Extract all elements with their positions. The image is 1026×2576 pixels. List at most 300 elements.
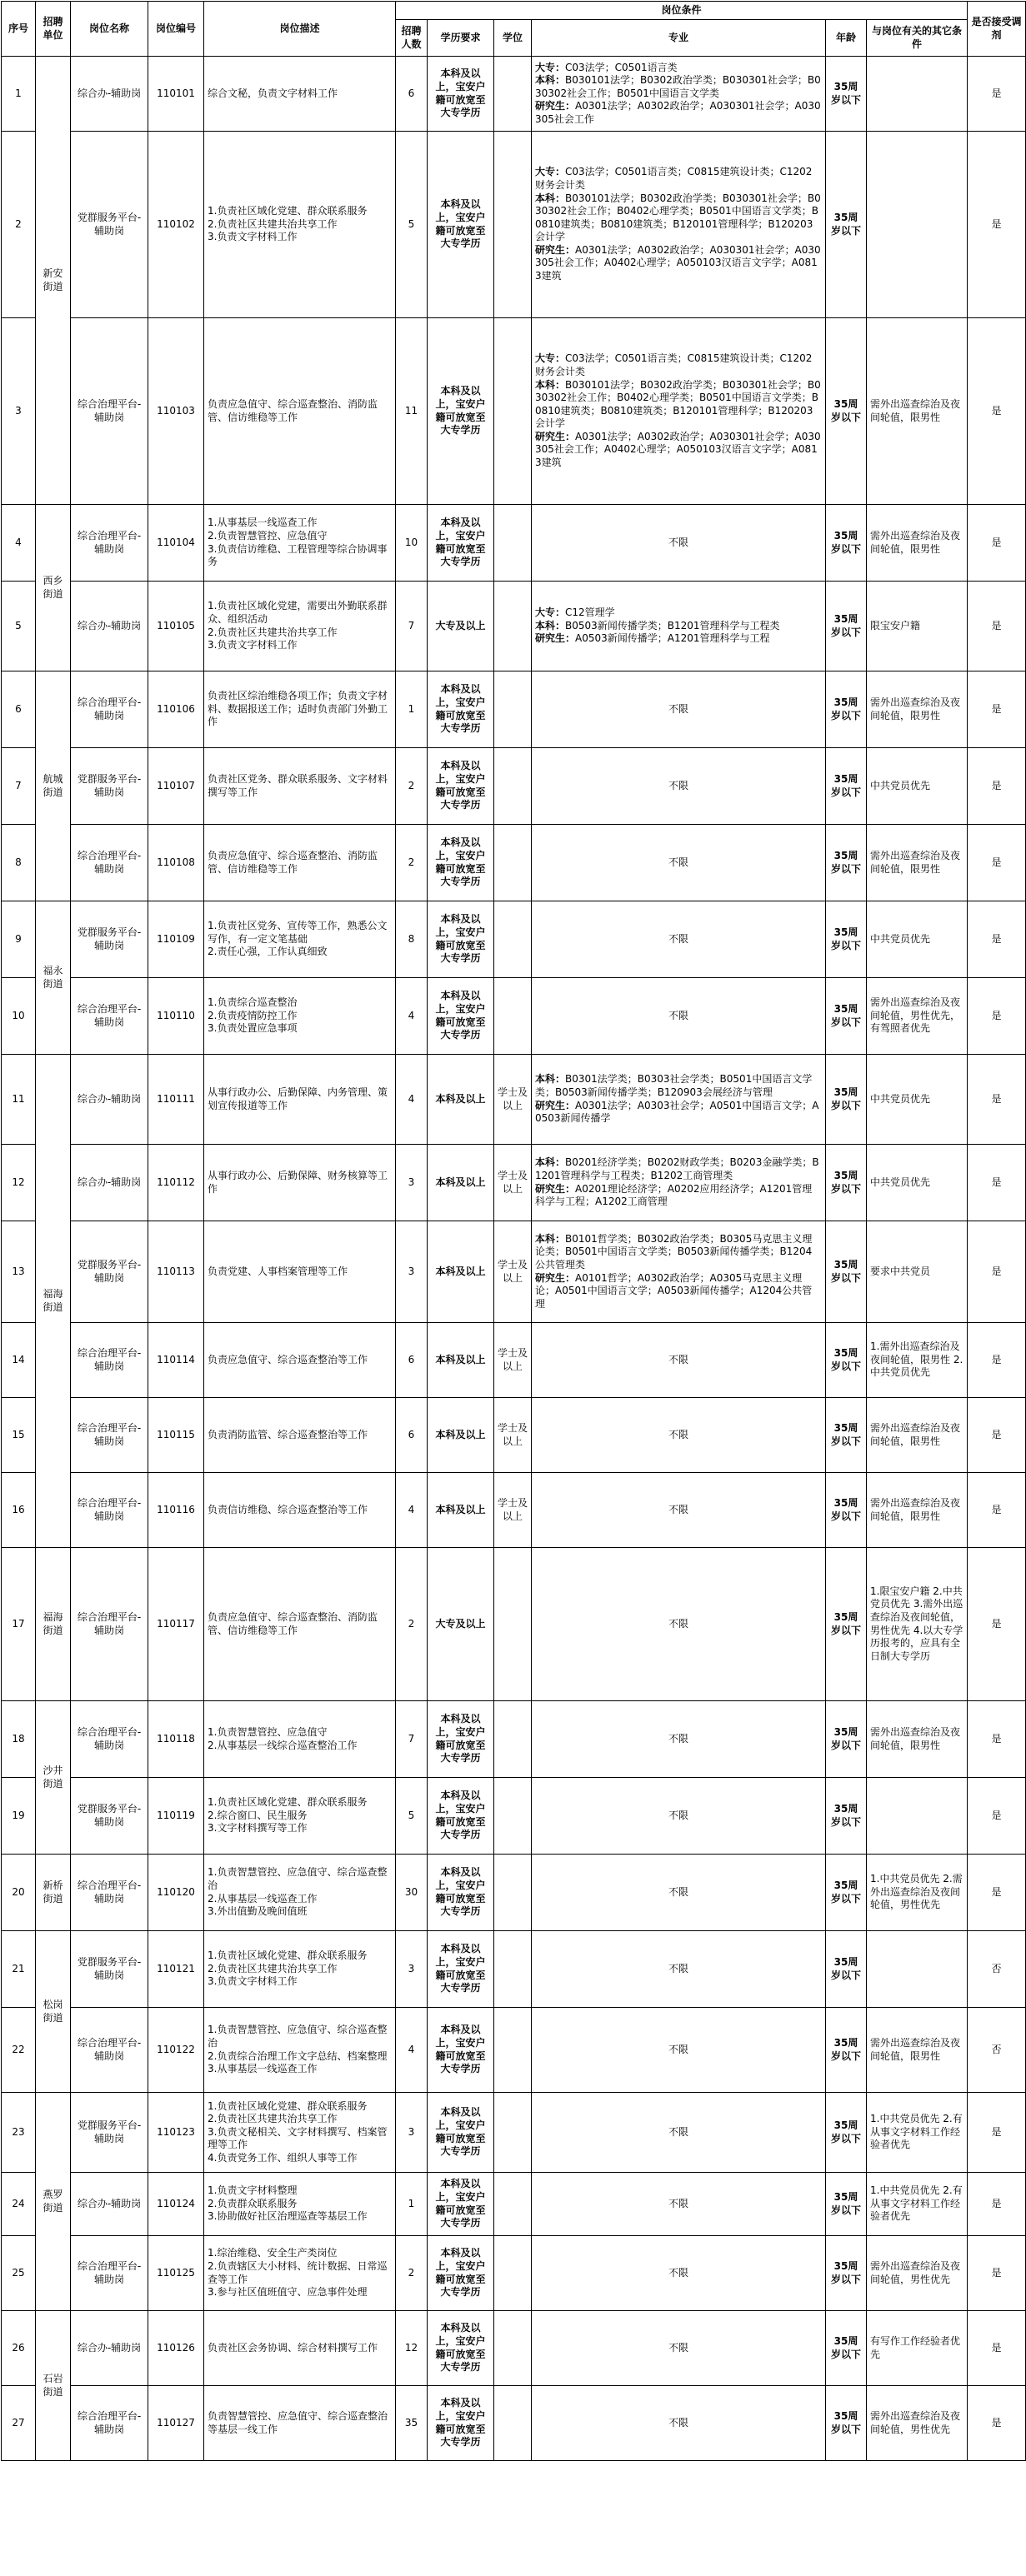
row-post-code: 110126: [148, 2311, 204, 2386]
row-post-name: 综合治理平台-辅助岗: [71, 2236, 148, 2311]
row-major: [532, 2093, 826, 2173]
row-post-name: 综合治理平台-辅助岗: [71, 505, 148, 582]
row-seq: 21: [2, 1931, 36, 2008]
row-major: [532, 582, 826, 671]
desc-line: 3.负责文字材料工作: [208, 639, 298, 651]
row-seq: 4: [2, 505, 36, 582]
desc-line: 1.负责社区域化党建、群众联系服务: [208, 1949, 368, 1962]
row-degree: [494, 1931, 532, 2008]
row-transfer: 是: [968, 1398, 1026, 1473]
row-major: [532, 2311, 826, 2386]
desc-line: 1.综治维稳、安全生产类岗位: [208, 2247, 338, 2259]
major-list: B0301法学类；B0303社会学类；B0501中国语言文学类；B0503新闻传播学类；B120903会展经济与管理: [535, 1073, 813, 1098]
row-count: 35: [396, 2386, 428, 2461]
row-other: 需外出巡查综治及夜间轮值，限男性: [867, 1701, 968, 1778]
major-level: 研究生：: [535, 632, 576, 645]
row-other: 需外出巡查综治及夜间轮值，限男性: [867, 318, 968, 505]
row-other: 1.中共党员优先 2.有从事文字材料工作经验者优先: [867, 2173, 968, 2236]
row-seq: 7: [2, 748, 36, 825]
desc-line: 1.负责文字材料整理: [208, 2184, 298, 2197]
major-list: 不限: [668, 2043, 688, 2055]
row-post-name: 党群服务平台-辅助岗: [71, 901, 148, 978]
major-list: 不限: [668, 536, 688, 548]
row-post-desc: [204, 1221, 396, 1323]
row-seq: 15: [2, 1398, 36, 1473]
row-major: [532, 505, 826, 582]
major-level: 大专：: [535, 607, 566, 619]
row-transfer: 是: [968, 1855, 1026, 1931]
desc-line: 负责社区会务协调、综合材料撰写工作: [208, 2341, 378, 2354]
row-count: 1: [396, 671, 428, 748]
desc-line: 综合文秘，负责文字材料工作: [208, 87, 338, 99]
row-degree: [494, 2008, 532, 2093]
major-list: 不限: [668, 702, 688, 715]
desc-line: 3.协助做好社区治理巡查等基层工作: [208, 2210, 368, 2223]
row-age: 35周岁以下: [826, 978, 867, 1055]
row-post-name: 综合办-辅助岗: [71, 1145, 148, 1221]
row-major: [532, 671, 826, 748]
row-age: 35周岁以下: [826, 1931, 867, 2008]
row-post-desc: [204, 2093, 396, 2173]
desc-line: 3.负责处置应急事项: [208, 1022, 298, 1035]
table-row: [2, 57, 1026, 132]
table-row: [2, 748, 1026, 825]
major-line: [535, 2342, 822, 2355]
header-post-name: 岗位名称: [71, 2, 148, 57]
row-unit: 航城街道: [36, 671, 71, 901]
desc-line: 1.负责社区域化党建、群众联系服务: [208, 2099, 368, 2112]
row-degree: [494, 1548, 532, 1701]
row-post-desc: [204, 1323, 396, 1398]
major-line: [535, 100, 822, 126]
row-post-desc: [204, 57, 396, 132]
major-list: A0301法学；A0302政治学；A030301社会学；A030305社会工作: [535, 100, 821, 125]
desc-line: 2.从事基层一线巡查工作: [208, 1892, 318, 1905]
major-line: [535, 632, 822, 646]
major-list: 不限: [668, 1809, 688, 1821]
row-seq: 17: [2, 1548, 36, 1701]
table-row: [2, 2311, 1026, 2386]
row-transfer: 是: [968, 2093, 1026, 2173]
table-row: [2, 132, 1026, 318]
desc-line: 3.负责信访维稳、工程管理等综合协调事务: [208, 542, 388, 568]
row-transfer: 是: [968, 505, 1026, 582]
row-post-desc: [204, 1778, 396, 1855]
table-row: [2, 1931, 1026, 2008]
row-other: 中共党员优先: [867, 1055, 968, 1145]
table-row: [2, 2008, 1026, 2093]
row-degree: [494, 2386, 532, 2461]
row-post-desc: [204, 2311, 396, 2386]
row-other: [867, 1778, 968, 1855]
desc-line: 负责信访维稳、综合巡查整治等工作: [208, 1503, 368, 1515]
row-count: 6: [396, 1398, 428, 1473]
major-line: [535, 1618, 822, 1631]
row-seq: 1: [2, 57, 36, 132]
row-count: 3: [396, 2093, 428, 2173]
desc-line: 2.负责社区共建共治共享工作: [208, 217, 338, 230]
row-post-name: 综合办-辅助岗: [71, 582, 148, 671]
row-age: 35周岁以下: [826, 1778, 867, 1855]
major-line: [535, 1073, 822, 1099]
row-post-code: 110110: [148, 978, 204, 1055]
row-seq: 10: [2, 978, 36, 1055]
major-list: B0101哲学类；B0302政治学类；B0305马克思主义理论类；B0501中国语言文学类；B0503新闻传播学类；B1204公共管理类: [535, 1232, 813, 1271]
major-list: B0503新闻传播学类；B1201管理科学与工程类: [565, 619, 780, 632]
row-transfer: 是: [968, 2386, 1026, 2461]
row-major: [532, 1055, 826, 1145]
row-other: 需外出巡查综治及夜间轮值，男性优先: [867, 2236, 968, 2311]
row-post-desc: [204, 671, 396, 748]
major-list: 不限: [668, 1885, 688, 1898]
row-unit: 福海街道: [36, 1548, 71, 1701]
row-age: 35周岁以下: [826, 1473, 867, 1548]
header-conditions: 岗位条件: [396, 2, 968, 20]
row-post-name: 党群服务平台-辅助岗: [71, 132, 148, 318]
major-line: [535, 2126, 822, 2139]
row-post-desc: [204, 978, 396, 1055]
recruitment-table: [1, 1, 1026, 2461]
row-post-name: 党群服务平台-辅助岗: [71, 748, 148, 825]
row-degree: [494, 2311, 532, 2386]
row-transfer: 是: [968, 582, 1026, 671]
row-post-code: 110104: [148, 505, 204, 582]
row-post-name: 综合治理平台-辅助岗: [71, 318, 148, 505]
row-post-desc: [204, 2008, 396, 2093]
major-level: 研究生：: [535, 1099, 576, 1111]
major-list: A0503新闻传播学；A1201管理科学与工程: [575, 632, 770, 645]
row-count: 3: [396, 1145, 428, 1221]
header-degree: 学位: [494, 20, 532, 57]
major-level: 本科：: [535, 378, 566, 391]
row-seq: 22: [2, 2008, 36, 2093]
row-other: 需外出巡查综治及夜间轮值，限男性: [867, 1398, 968, 1473]
row-unit: 福永街道: [36, 901, 71, 1055]
desc-line: 2.负责综合治理工作文字总结、档案整理: [208, 2049, 388, 2062]
row-post-code: 110107: [148, 748, 204, 825]
row-education: 本科及以上: [428, 1473, 494, 1548]
major-line: [535, 62, 822, 75]
table-row: [2, 671, 1026, 748]
desc-line: 从事行政办公、后勤保障、内务管理、策划宣传报道等工作: [208, 1086, 388, 1111]
row-other: [867, 57, 968, 132]
row-post-desc: [204, 582, 396, 671]
major-list: 不限: [668, 1617, 688, 1630]
desc-line: 1.负责综合巡查整治: [208, 996, 298, 1009]
desc-line: 4.负责党务工作、组织人事等工作: [208, 2151, 358, 2164]
major-list: A0301法学；A0303社会学；A0501中国语言文学；A0503新闻传播学: [535, 1099, 819, 1125]
row-major: [532, 1548, 826, 1701]
major-line: [535, 166, 822, 192]
major-line: [535, 1733, 822, 1746]
row-degree: 学士及以上: [494, 1473, 532, 1548]
row-count: 5: [396, 132, 428, 318]
row-post-name: 综合治理平台-辅助岗: [71, 825, 148, 901]
row-degree: 学士及以上: [494, 1221, 532, 1323]
major-line: [535, 1354, 822, 1367]
row-transfer: 是: [968, 1548, 1026, 1701]
row-post-name: 综合办-辅助岗: [71, 2173, 148, 2236]
row-transfer: 是: [968, 2236, 1026, 2311]
header-seq: 序号: [2, 2, 36, 57]
row-unit: 福海街道: [36, 1055, 71, 1548]
row-seq: 25: [2, 2236, 36, 2311]
row-education: 本科及以上，宝安户籍可放宽至大专学历: [428, 825, 494, 901]
row-major: [532, 1398, 826, 1473]
row-major: [532, 1145, 826, 1221]
major-line: [535, 1810, 822, 1823]
row-post-name: 党群服务平台-辅助岗: [71, 1931, 148, 2008]
table-body: [2, 57, 1026, 2461]
major-line: [535, 2044, 822, 2057]
row-degree: 学士及以上: [494, 1398, 532, 1473]
major-list: 不限: [668, 2341, 688, 2354]
desc-line: 2.负责群众联系服务: [208, 2197, 298, 2209]
major-list: 不限: [668, 856, 688, 868]
major-list: 不限: [668, 2125, 688, 2138]
row-post-name: 党群服务平台-辅助岗: [71, 2093, 148, 2173]
row-major: [532, 748, 826, 825]
row-post-name: 综合治理平台-辅助岗: [71, 1398, 148, 1473]
row-other: 需外出巡查综治及夜间轮值，限男性: [867, 505, 968, 582]
row-post-name: 综合治理平台-辅助岗: [71, 978, 148, 1055]
row-seq: 19: [2, 1778, 36, 1855]
table-row: [2, 1145, 1026, 1221]
row-post-code: 110117: [148, 1548, 204, 1701]
row-degree: [494, 978, 532, 1055]
row-major: [532, 1221, 826, 1323]
row-unit: 新安街道: [36, 57, 71, 505]
major-list: A0101哲学；A0302政治学；A0305马克思主义理论；A0501中国语言文学；A0503新闻传播学；A1204公共管理: [535, 1271, 813, 1310]
row-age: 35周岁以下: [826, 825, 867, 901]
row-degree: [494, 505, 532, 582]
major-line: [535, 780, 822, 793]
row-education: 本科及以上: [428, 1221, 494, 1323]
row-education: 本科及以上: [428, 1398, 494, 1473]
row-post-desc: [204, 318, 396, 505]
row-post-code: 110105: [148, 582, 204, 671]
row-other: 需外出巡查综治及夜间轮值，限男性: [867, 825, 968, 901]
major-line: [535, 1183, 822, 1209]
major-list: C03法学；C0501语言类: [565, 61, 678, 73]
row-other: 限宝安户籍: [867, 582, 968, 671]
row-education: 本科及以上，宝安户籍可放宽至大专学历: [428, 57, 494, 132]
major-list: A0301法学；A0302政治学；A030301社会学；A030305社会工作；A0402心理学；A050103汉语言文字学；A0813建筑: [535, 430, 821, 469]
row-count: 12: [396, 2311, 428, 2386]
major-list: 不限: [668, 2266, 688, 2279]
row-education: 本科及以上，宝安户籍可放宽至大专学历: [428, 2236, 494, 2311]
desc-line: 1.负责社区域化党建、群众联系服务: [208, 1796, 368, 1809]
row-age: 35周岁以下: [826, 318, 867, 505]
major-line: [535, 620, 822, 633]
major-line: [535, 537, 822, 550]
row-education: 本科及以上，宝安户籍可放宽至大专学历: [428, 132, 494, 318]
row-count: 10: [396, 505, 428, 582]
row-count: 7: [396, 1701, 428, 1778]
row-transfer: 是: [968, 57, 1026, 132]
row-age: 35周岁以下: [826, 1055, 867, 1145]
row-major: [532, 1778, 826, 1855]
row-education: 本科及以上: [428, 1145, 494, 1221]
major-line: [535, 1233, 822, 1272]
row-seq: 13: [2, 1221, 36, 1323]
row-post-code: 110127: [148, 2386, 204, 2461]
row-post-name: 综合治理平台-辅助岗: [71, 1548, 148, 1701]
row-post-code: 110118: [148, 1701, 204, 1778]
major-line: [535, 352, 822, 378]
row-post-desc: [204, 1473, 396, 1548]
row-transfer: 是: [968, 1145, 1026, 1221]
desc-line: 2.负责智慧管控、应急值守: [208, 529, 328, 542]
row-transfer: 是: [968, 1473, 1026, 1548]
row-post-desc: [204, 2386, 396, 2461]
desc-line: 从事行政办公、后勤保障、财务核算等工作: [208, 1169, 388, 1195]
row-other: 1.需外出巡查综治及夜间轮值，限男性 2.中共党员优先: [867, 1323, 968, 1398]
major-line: [535, 192, 822, 244]
major-level: 本科：: [535, 1232, 566, 1245]
desc-line: 2.负责辖区大小材料、统计数据、日常巡查等工作: [208, 2259, 388, 2285]
row-age: 35周岁以下: [826, 901, 867, 978]
row-post-name: 综合治理平台-辅助岗: [71, 2008, 148, 2093]
row-age: 35周岁以下: [826, 505, 867, 582]
row-seq: 27: [2, 2386, 36, 2461]
row-count: 4: [396, 1473, 428, 1548]
row-post-desc: [204, 2173, 396, 2236]
row-post-code: 110121: [148, 1931, 204, 2008]
row-other: [867, 132, 968, 318]
row-transfer: 是: [968, 748, 1026, 825]
row-seq: 24: [2, 2173, 36, 2236]
row-post-desc: [204, 505, 396, 582]
row-seq: 23: [2, 2093, 36, 2173]
table-header: [2, 2, 1026, 57]
table-row: [2, 2236, 1026, 2311]
row-unit: 松岗街道: [36, 1931, 71, 2093]
row-post-name: 综合办-辅助岗: [71, 57, 148, 132]
major-level: 研究生：: [535, 100, 576, 112]
row-other: [867, 1931, 968, 2008]
row-transfer: 是: [968, 132, 1026, 318]
row-major: [532, 1323, 826, 1398]
desc-line: 负责消防监管、综合巡查整治等工作: [208, 1428, 368, 1440]
row-post-code: 110120: [148, 1855, 204, 1931]
row-post-desc: [204, 1055, 396, 1145]
row-age: 35周岁以下: [826, 2173, 867, 2236]
row-count: 4: [396, 1055, 428, 1145]
row-count: 7: [396, 582, 428, 671]
row-age: 35周岁以下: [826, 2008, 867, 2093]
row-education: 本科及以上，宝安户籍可放宽至大专学历: [428, 2311, 494, 2386]
row-other: 中共党员优先: [867, 901, 968, 978]
row-post-name: 综合治理平台-辅助岗: [71, 1855, 148, 1931]
row-post-code: 110111: [148, 1055, 204, 1145]
row-unit: 西乡街道: [36, 505, 71, 671]
row-seq: 12: [2, 1145, 36, 1221]
row-major: [532, 901, 826, 978]
row-count: 2: [396, 2236, 428, 2311]
major-level: 本科：: [535, 74, 566, 87]
row-degree: [494, 1701, 532, 1778]
major-list: 不限: [668, 932, 688, 945]
row-post-code: 110122: [148, 2008, 204, 2093]
row-other: 1.中共党员优先 2.有从事文字材料工作经验者优先: [867, 2093, 968, 2173]
header-major: 专业: [532, 20, 826, 57]
row-count: 30: [396, 1855, 428, 1931]
row-age: 35周岁以下: [826, 1701, 867, 1778]
row-degree: [494, 748, 532, 825]
row-age: 35周岁以下: [826, 748, 867, 825]
row-education: 本科及以上: [428, 1055, 494, 1145]
desc-line: 负责社区综治维稳各项工作；负责文字材料、数据报送工作；适时负责部门外勤工作: [208, 690, 388, 728]
row-post-name: 综合治理平台-辅助岗: [71, 1323, 148, 1398]
desc-line: 1.负责社区党务、宣传等工作，熟悉公文写作，有一定文笔基础: [208, 920, 388, 945]
table-row: [2, 505, 1026, 582]
row-count: 2: [396, 825, 428, 901]
row-age: 35周岁以下: [826, 671, 867, 748]
row-post-desc: [204, 901, 396, 978]
desc-line: 1.负责社区域化党建、群众联系服务: [208, 205, 368, 217]
row-age: 35周岁以下: [826, 2386, 867, 2461]
row-post-code: 110112: [148, 1145, 204, 1221]
row-transfer: 否: [968, 2008, 1026, 2093]
row-post-name: 党群服务平台-辅助岗: [71, 1778, 148, 1855]
row-seq: 14: [2, 1323, 36, 1398]
row-education: 本科及以上，宝安户籍可放宽至大专学历: [428, 505, 494, 582]
row-transfer: 是: [968, 1221, 1026, 1323]
row-post-code: 110115: [148, 1398, 204, 1473]
major-list: B030101法学；B0302政治学类；B030301社会学；B030302社会工作；B0402心理学类；B0501中国语言文学类；B0810建筑类；B0810建筑类；B120101管理科学；B120203会计学: [535, 192, 821, 243]
row-transfer: 是: [968, 1778, 1026, 1855]
row-post-code: 110114: [148, 1323, 204, 1398]
row-transfer: 是: [968, 671, 1026, 748]
row-post-desc: [204, 748, 396, 825]
row-post-code: 110124: [148, 2173, 204, 2236]
major-line: [535, 2417, 822, 2430]
row-unit: 沙井街道: [36, 1701, 71, 1855]
major-list: B030101法学；B0302政治学类；B030301社会学；B030302社会工作；B0501中国语言文学类: [535, 74, 821, 99]
row-other: 需外出巡查综治及夜间轮值，限男性: [867, 671, 968, 748]
row-other: 中共党员优先: [867, 1145, 968, 1221]
major-list: 不限: [668, 1962, 688, 1974]
row-post-desc: [204, 1931, 396, 2008]
major-level: 本科：: [535, 1156, 566, 1169]
row-post-name: 综合治理平台-辅助岗: [71, 1473, 148, 1548]
row-transfer: 是: [968, 318, 1026, 505]
major-level: 本科：: [535, 1073, 566, 1086]
row-education: 本科及以上，宝安户籍可放宽至大专学历: [428, 2008, 494, 2093]
major-line: [535, 2198, 822, 2211]
major-line: [535, 1010, 822, 1023]
row-degree: 学士及以上: [494, 1323, 532, 1398]
row-post-desc: [204, 825, 396, 901]
row-seq: 8: [2, 825, 36, 901]
desc-line: 1.负责智慧管控、应急值守、综合巡查整治: [208, 2024, 388, 2049]
row-other: 需外出巡查综治及夜间轮值，男性优先: [867, 2386, 968, 2461]
major-line: [535, 607, 822, 620]
major-level: 研究生：: [535, 1271, 576, 1284]
desc-line: 3.负责文字材料工作: [208, 231, 298, 243]
row-education: 本科及以上，宝安户籍可放宽至大专学历: [428, 2386, 494, 2461]
row-major: [532, 318, 826, 505]
desc-line: 2.负责社区共建共治共享工作: [208, 1962, 338, 1974]
header-post-desc: 岗位描述: [204, 2, 396, 57]
row-degree: [494, 57, 532, 132]
row-age: 35周岁以下: [826, 2236, 867, 2311]
major-list: 不限: [668, 2197, 688, 2209]
row-post-code: 110113: [148, 1221, 204, 1323]
desc-line: 3.参与社区值班值守、应急事件处理: [208, 2286, 368, 2299]
row-post-code: 110101: [148, 57, 204, 132]
